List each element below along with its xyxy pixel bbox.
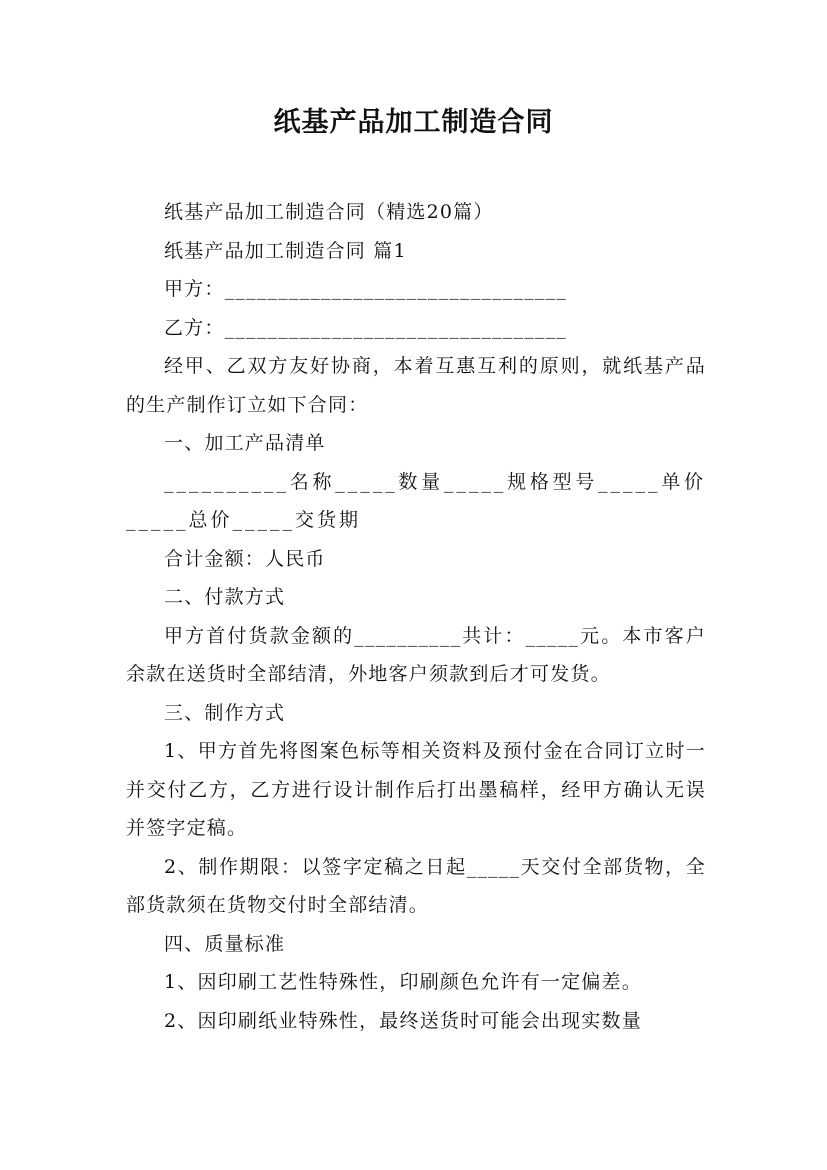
document-title: 纸基产品加工制造合同 bbox=[273, 107, 554, 138]
collection-subtitle: 纸基产品加工制造合同（精选20篇） bbox=[164, 201, 494, 223]
production-clause-2: 2、制作期限：以签字定稿之日起_____天交付全部货物，全部货款须在货物交付时全部结清。 bbox=[126, 855, 706, 916]
preamble-paragraph: 经甲、乙双方友好协商，本着互惠互利的原则，就纸基产品的生产制作订立如下合同： bbox=[126, 355, 706, 416]
payment-terms-paragraph: 甲方首付货款金额的__________共计：_____元。本市客户余款在送货时全部结清，外地客户须款到后才可发货。 bbox=[126, 624, 706, 685]
quality-clause-2: 2、因印刷纸业特殊性，最终送货时可能会出现实数量 bbox=[164, 1009, 642, 1032]
party-b-line: 乙方：________________________________ bbox=[164, 316, 568, 339]
section-heading-product-list: 一、加工产品清单 bbox=[164, 432, 326, 454]
total-amount-line: 合计金额：人民币 bbox=[164, 547, 326, 570]
quality-clause-1: 1、因印刷工艺性特殊性，印刷颜色允许有一定偏差。 bbox=[164, 971, 642, 993]
section-heading-quality: 四、质量标准 bbox=[164, 932, 286, 955]
party-a-line: 甲方：________________________________ bbox=[164, 278, 568, 300]
document-body bbox=[126, 193, 706, 1040]
product-list-fields: __________名称_____数量_____规格型号_____单价_____总价_____交货期 bbox=[126, 470, 706, 531]
section-heading-production: 三、制作方式 bbox=[164, 701, 286, 724]
section-heading-payment: 二、付款方式 bbox=[164, 586, 286, 608]
production-clause-1: 1、甲方首先将图案色标等相关资料及预付金在合同订立时一并交付乙方，乙方进行设计制作后打出墨稿样，经甲方确认无误并签字定稿。 bbox=[126, 740, 706, 839]
article-heading: 纸基产品加工制造合同 篇1 bbox=[164, 239, 407, 262]
